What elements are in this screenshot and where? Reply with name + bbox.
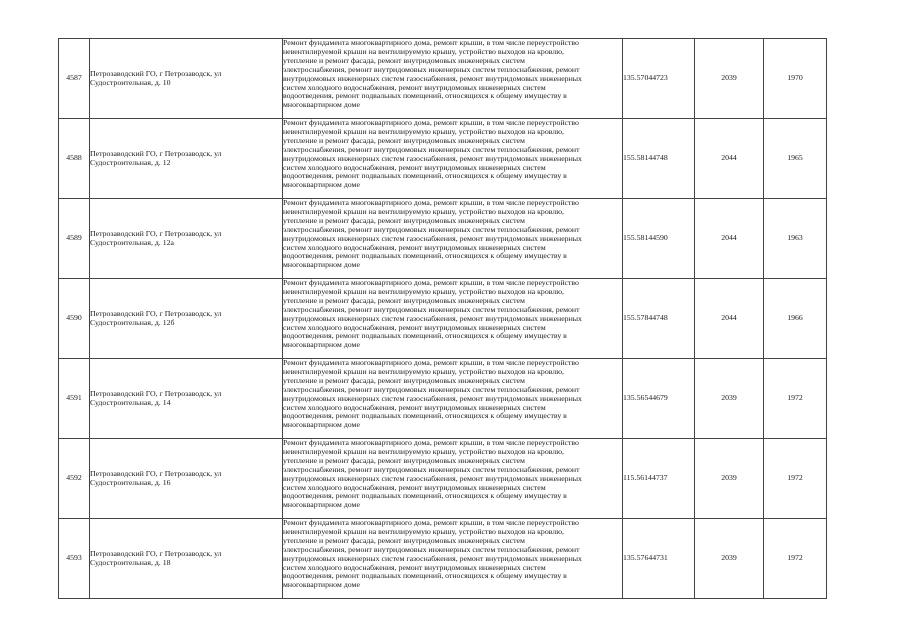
address-line: Судостроительная, д. 12 [90,157,171,167]
works-line: систем холодного водоснабжения, ремонт внутридомовых инженерных систем [283,82,546,92]
works-line: электроснабжения, ремонт внутридомовых инженерных систем теплоснабжения, ремонт [283,144,580,154]
address-line: Петрозаводский ГО, г Петрозаводск, ул [90,468,222,478]
works-line: водоотведения, ремонт подвальных помещений, относящихся к общему имуществу в [283,331,567,341]
planned-year-cell: 2039 [695,359,764,439]
works-line: внутридомовых инженерных систем газоснабжения, ремонт внутридомовых инженерных [283,233,582,243]
works-line: невентилируемой крыши на вентилируемую крышу, устройство выходов на кровлю, [283,526,564,536]
works-line: многоквартирном доме [283,100,360,110]
works-line: Ремонт фундамента многоквартирного дома, ремонт крыши, в том числе переустройство [283,278,579,287]
works-description-cell [283,39,623,119]
works-description-cell [283,439,623,519]
planned-year-cell: 2039 [695,439,764,519]
table-row [59,199,827,279]
works-line: утепление и ремонт фасада, ремонт внутридомовых инженерных систем [283,535,525,545]
address-line: Судостроительная, д. 12б [90,317,175,327]
works-line: систем холодного водоснабжения, ремонт внутридомовых инженерных систем [283,162,546,172]
table-row [59,279,827,359]
works-description-cell [283,279,623,359]
address-cell [90,359,283,439]
works-line: внутридомовых инженерных систем газоснабжения, ремонт внутридомовых инженерных [283,73,582,83]
works-line: многоквартирном доме [283,260,360,270]
area-value-cell: 155.57844748 [623,279,695,359]
works-line: многоквартирном доме [283,340,360,350]
address-line: Петрозаводский ГО, г Петрозаводск, ул [90,148,222,158]
address-line: Петрозаводский ГО, г Петрозаводск, ул [90,228,222,238]
works-line: водоотведения, ремонт подвальных помещений, относящихся к общему имуществу в [283,571,567,581]
works-line: электроснабжения, ремонт внутридомовых инженерных систем теплоснабжения, ремонт [283,304,580,314]
works-line: внутридомовых инженерных систем газоснабжения, ремонт внутридомовых инженерных [283,153,582,163]
table-row [59,439,827,519]
works-line: Ремонт фундамента многоквартирного дома, ремонт крыши, в том числе переустройство [283,118,579,127]
address-cell [90,279,283,359]
works-line: утепление и ремонт фасада, ремонт внутридомовых инженерных систем [283,455,525,465]
area-value-cell: 135.57044723 [623,39,695,119]
works-line: утепление и ремонт фасада, ремонт внутридомовых инженерных систем [283,295,525,305]
works-description-cell [283,519,623,599]
record-number-cell: 4588 [59,119,90,199]
works-line: Ремонт фундамента многоквартирного дома, ремонт крыши, в том числе переустройство [283,438,579,447]
works-line: Ремонт фундамента многоквартирного дома, ремонт крыши, в том числе переустройство [283,358,579,367]
registry-table-body [59,39,827,599]
planned-year-cell: 2044 [695,199,764,279]
address-line: Петрозаводский ГО, г Петрозаводск, ул [90,68,222,78]
record-number-cell: 4593 [59,519,90,599]
works-line: водоотведения, ремонт подвальных помещений, относящихся к общему имуществу в [283,491,567,501]
table-row [59,39,827,119]
build-year-cell: 1972 [764,439,827,519]
table-row [59,519,827,599]
address-line: Судостроительная, д. 14 [90,397,171,407]
table-row [59,119,827,199]
address-line: Судостроительная, д. 16 [90,477,171,487]
record-number-cell: 4592 [59,439,90,519]
record-number-cell: 4591 [59,359,90,439]
works-line: систем холодного водоснабжения, ремонт внутридомовых инженерных систем [283,242,546,252]
works-line: внутридомовых инженерных систем газоснабжения, ремонт внутридомовых инженерных [283,473,582,483]
works-line: утепление и ремонт фасада, ремонт внутридомовых инженерных систем [283,375,525,385]
build-year-cell: 1972 [764,519,827,599]
works-line: электроснабжения, ремонт внутридомовых инженерных систем теплоснабжения, ремонт [283,64,580,74]
build-year-cell: 1965 [764,119,827,199]
works-line: многоквартирном доме [283,420,360,430]
address-line: Судостроительная, д. 12а [90,237,174,247]
works-line: утепление и ремонт фасада, ремонт внутридомовых инженерных систем [283,215,525,225]
planned-year-cell: 2044 [695,279,764,359]
works-line: невентилируемой крыши на вентилируемую крышу, устройство выходов на кровлю, [283,366,564,376]
build-year-cell: 1963 [764,199,827,279]
area-value-cell: 135.57644731 [623,519,695,599]
address-cell [90,199,283,279]
area-value-cell: 155.58144590 [623,199,695,279]
address-cell [90,39,283,119]
planned-year-cell: 2039 [695,519,764,599]
works-description-cell [283,119,623,199]
works-line: внутридомовых инженерных систем газоснабжения, ремонт внутридомовых инженерных [283,393,582,403]
address-line: Судостроительная, д. 10 [90,77,171,87]
works-line: водоотведения, ремонт подвальных помещений, относящихся к общему имуществу в [283,91,567,101]
record-number-cell: 4587 [59,39,90,119]
build-year-cell: 1970 [764,39,827,119]
works-line: электроснабжения, ремонт внутридомовых инженерных систем теплоснабжения, ремонт [283,544,580,554]
build-year-cell: 1966 [764,279,827,359]
works-line: невентилируемой крыши на вентилируемую крышу, устройство выходов на кровлю, [283,206,564,216]
address-cell [90,119,283,199]
works-line: Ремонт фундамента многоквартирного дома, ремонт крыши, в том числе переустройство [283,518,579,527]
address-line: Петрозаводский ГО, г Петрозаводск, ул [90,548,222,558]
works-line: электроснабжения, ремонт внутридомовых инженерных систем теплоснабжения, ремонт [283,464,580,474]
table-row [59,359,827,439]
works-line: невентилируемой крыши на вентилируемую крышу, устройство выходов на кровлю, [283,446,564,456]
works-line: водоотведения, ремонт подвальных помещений, относящихся к общему имуществу в [283,411,567,421]
works-line: многоквартирном доме [283,580,360,590]
record-number-cell: 4589 [59,199,90,279]
address-line: Судостроительная, д. 18 [90,557,171,567]
works-line: электроснабжения, ремонт внутридомовых инженерных систем теплоснабжения, ремонт [283,224,580,234]
planned-year-cell: 2039 [695,39,764,119]
works-line: Ремонт фундамента многоквартирного дома, ремонт крыши, в том числе переустройство [283,198,579,207]
area-value-cell: 135.56544679 [623,359,695,439]
works-line: внутридомовых инженерных систем газоснабжения, ремонт внутридомовых инженерных [283,313,582,323]
works-line: невентилируемой крыши на вентилируемую крышу, устройство выходов на кровлю, [283,286,564,296]
area-value-cell: 155.58144748 [623,119,695,199]
works-line: внутридомовых инженерных систем газоснабжения, ремонт внутридомовых инженерных [283,553,582,563]
planned-year-cell: 2044 [695,119,764,199]
works-line: Ремонт фундамента многоквартирного дома, ремонт крыши, в том числе переустройство [283,38,579,47]
address-line: Петрозаводский ГО, г Петрозаводск, ул [90,388,222,398]
build-year-cell: 1972 [764,359,827,439]
works-line: систем холодного водоснабжения, ремонт внутридомовых инженерных систем [283,562,546,572]
works-line: невентилируемой крыши на вентилируемую крышу, устройство выходов на кровлю, [283,46,564,56]
address-cell [90,519,283,599]
works-line: систем холодного водоснабжения, ремонт внутридомовых инженерных систем [283,482,546,492]
works-line: многоквартирном доме [283,500,360,510]
works-description-cell [283,359,623,439]
registry-table [58,38,827,599]
works-line: утепление и ремонт фасада, ремонт внутридомовых инженерных систем [283,55,525,65]
area-value-cell: 115.56144737 [623,439,695,519]
works-line: невентилируемой крыши на вентилируемую крышу, устройство выходов на кровлю, [283,126,564,136]
works-line: многоквартирном доме [283,180,360,190]
address-line: Петрозаводский ГО, г Петрозаводск, ул [90,308,222,318]
address-cell [90,439,283,519]
record-number-cell: 4590 [59,279,90,359]
works-line: утепление и ремонт фасада, ремонт внутридомовых инженерных систем [283,135,525,145]
works-line: систем холодного водоснабжения, ремонт внутридомовых инженерных систем [283,402,546,412]
works-description-cell [283,199,623,279]
works-line: электроснабжения, ремонт внутридомовых инженерных систем теплоснабжения, ремонт [283,384,580,394]
works-line: систем холодного водоснабжения, ремонт внутридомовых инженерных систем [283,322,546,332]
works-line: водоотведения, ремонт подвальных помещений, относящихся к общему имуществу в [283,171,567,181]
works-line: водоотведения, ремонт подвальных помещений, относящихся к общему имуществу в [283,251,567,261]
